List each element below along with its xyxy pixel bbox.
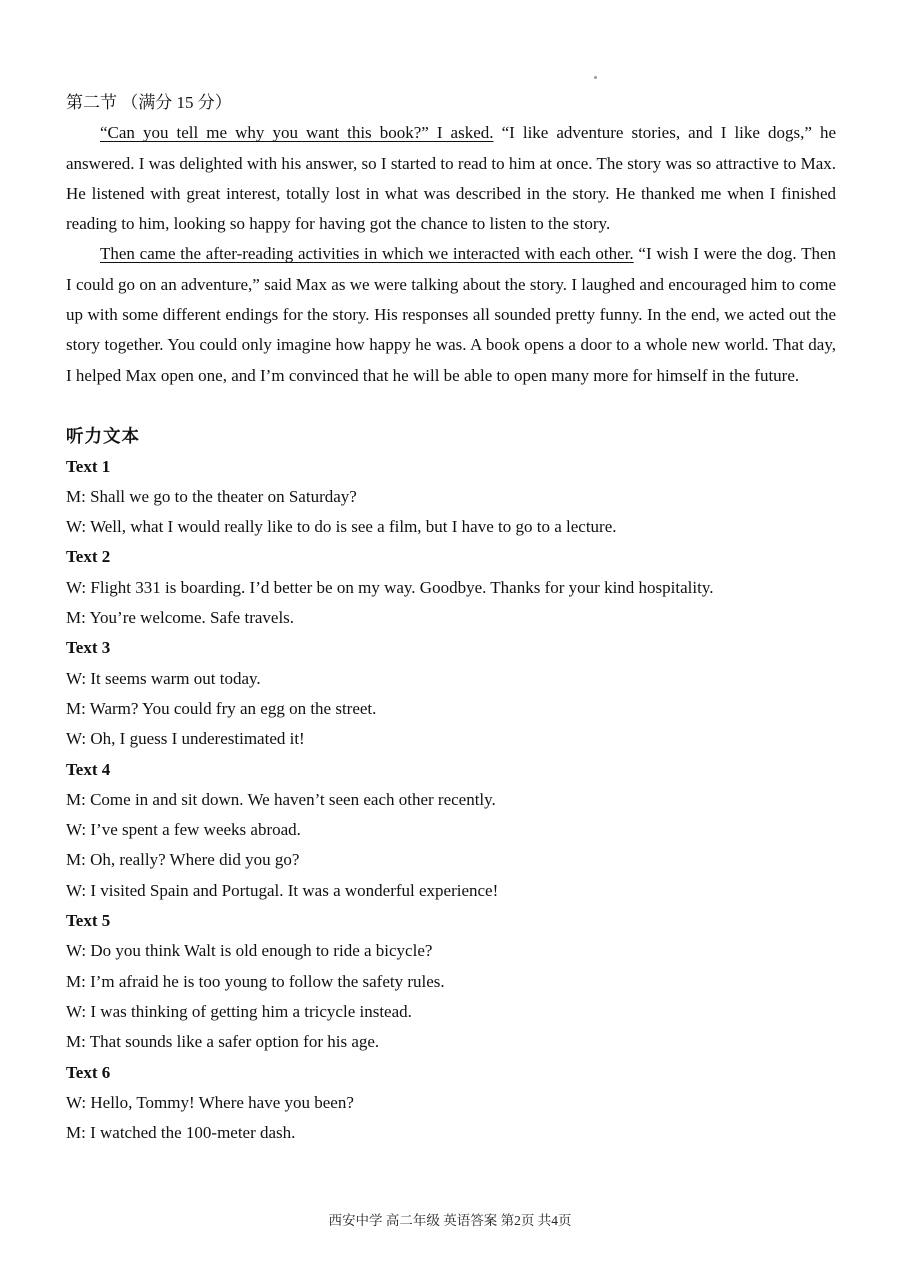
underlined-sentence: Then came the after-reading activities in which we interacted with each other. (100, 244, 634, 264)
dialogue-line: W: Well, what I would really like to do is see a film, but I have to go to a lecture. (66, 517, 617, 537)
dialogue-line: M: That sounds like a safer option for his age. (66, 1032, 380, 1052)
dialogue-line: M: Come in and sit down. We haven’t seen each other recently. (66, 789, 496, 809)
dialogue-line: W: It seems warm out today. (66, 668, 261, 688)
dialogue-line: M: Warm? You could fry an egg on the street. (66, 698, 377, 718)
underlined-sentence: “Can you tell me why you want this book?” I asked. (100, 123, 494, 143)
paragraph (66, 239, 836, 390)
section-heading: 第二节 （满分 15 分） (66, 93, 232, 112)
text-label: Text 4 (66, 759, 111, 779)
listening-script-heading: 听力文本 (66, 426, 140, 447)
page-footer: 西安中学 高二年级 英语答案 第2页 共4页 (328, 1213, 572, 1228)
dialogue-line: M: Oh, really? Where did you go? (66, 850, 300, 870)
text-label: Text 2 (66, 547, 111, 567)
dialogue-line: W: Flight 331 is boarding. I’d better be on my way. Goodbye. Thanks for your kind hospitality. (66, 577, 714, 597)
listening-text-block (66, 755, 836, 906)
paragraph-text: “I like adventure stories, and I like dogs,” he answered. I was delighted with his answer, so I started to read to him at once. The story was so attractive to Max. He listened with great interest, totally lost in what was described in the story. He thanked me when I finished reading to him, looking so happy for having got the chance to listen to the story. (66, 123, 836, 234)
dialogue-line: M: Shall we go to the theater on Saturday? (66, 486, 357, 506)
listening-text-block (66, 452, 836, 543)
dialogue-line: W: I was thinking of getting him a tricycle instead. (66, 1001, 412, 1021)
dialogue-line: M: I watched the 100-meter dash. (66, 1123, 296, 1143)
text-label: Text 6 (66, 1062, 111, 1082)
dialogue-line: W: I’ve spent a few weeks abroad. (66, 820, 301, 840)
dialogue-line: W: Oh, I guess I underestimated it! (66, 729, 305, 749)
dialogue-line: W: I visited Spain and Portugal. It was a wonderful experience! (66, 880, 499, 900)
paragraph (66, 118, 836, 239)
dialogue-line: W: Hello, Tommy! Where have you been? (66, 1092, 354, 1112)
dialogue-line: M: You’re welcome. Safe travels. (66, 608, 295, 628)
scan-artifact-dot (594, 76, 597, 79)
dialogue-line: W: Do you think Walt is old enough to ride a bicycle? (66, 941, 433, 961)
listening-text-block (66, 542, 836, 633)
paragraph-text: “I wish I were the dog. Then I could go on an adventure,” said Max as we were talking about the story. I laughed and encouraged him to come up with some different endings for the story. His responses all sounded pretty funny. In the end, we acted out the story together. You could only imagine how happy he was. A book opens a door to a whole new world. That day, I helped Max open one, and I’m convinced that he will be able to open many more for himself in the future. (66, 244, 837, 385)
text-label: Text 3 (66, 638, 111, 658)
listening-text-block (66, 906, 836, 1057)
listening-text-block (66, 633, 836, 754)
text-label: Text 1 (66, 456, 111, 476)
dialogue-line: M: I’m afraid he is too young to follow the safety rules. (66, 971, 445, 991)
text-label: Text 5 (66, 911, 111, 931)
listening-text-block (66, 1058, 836, 1149)
